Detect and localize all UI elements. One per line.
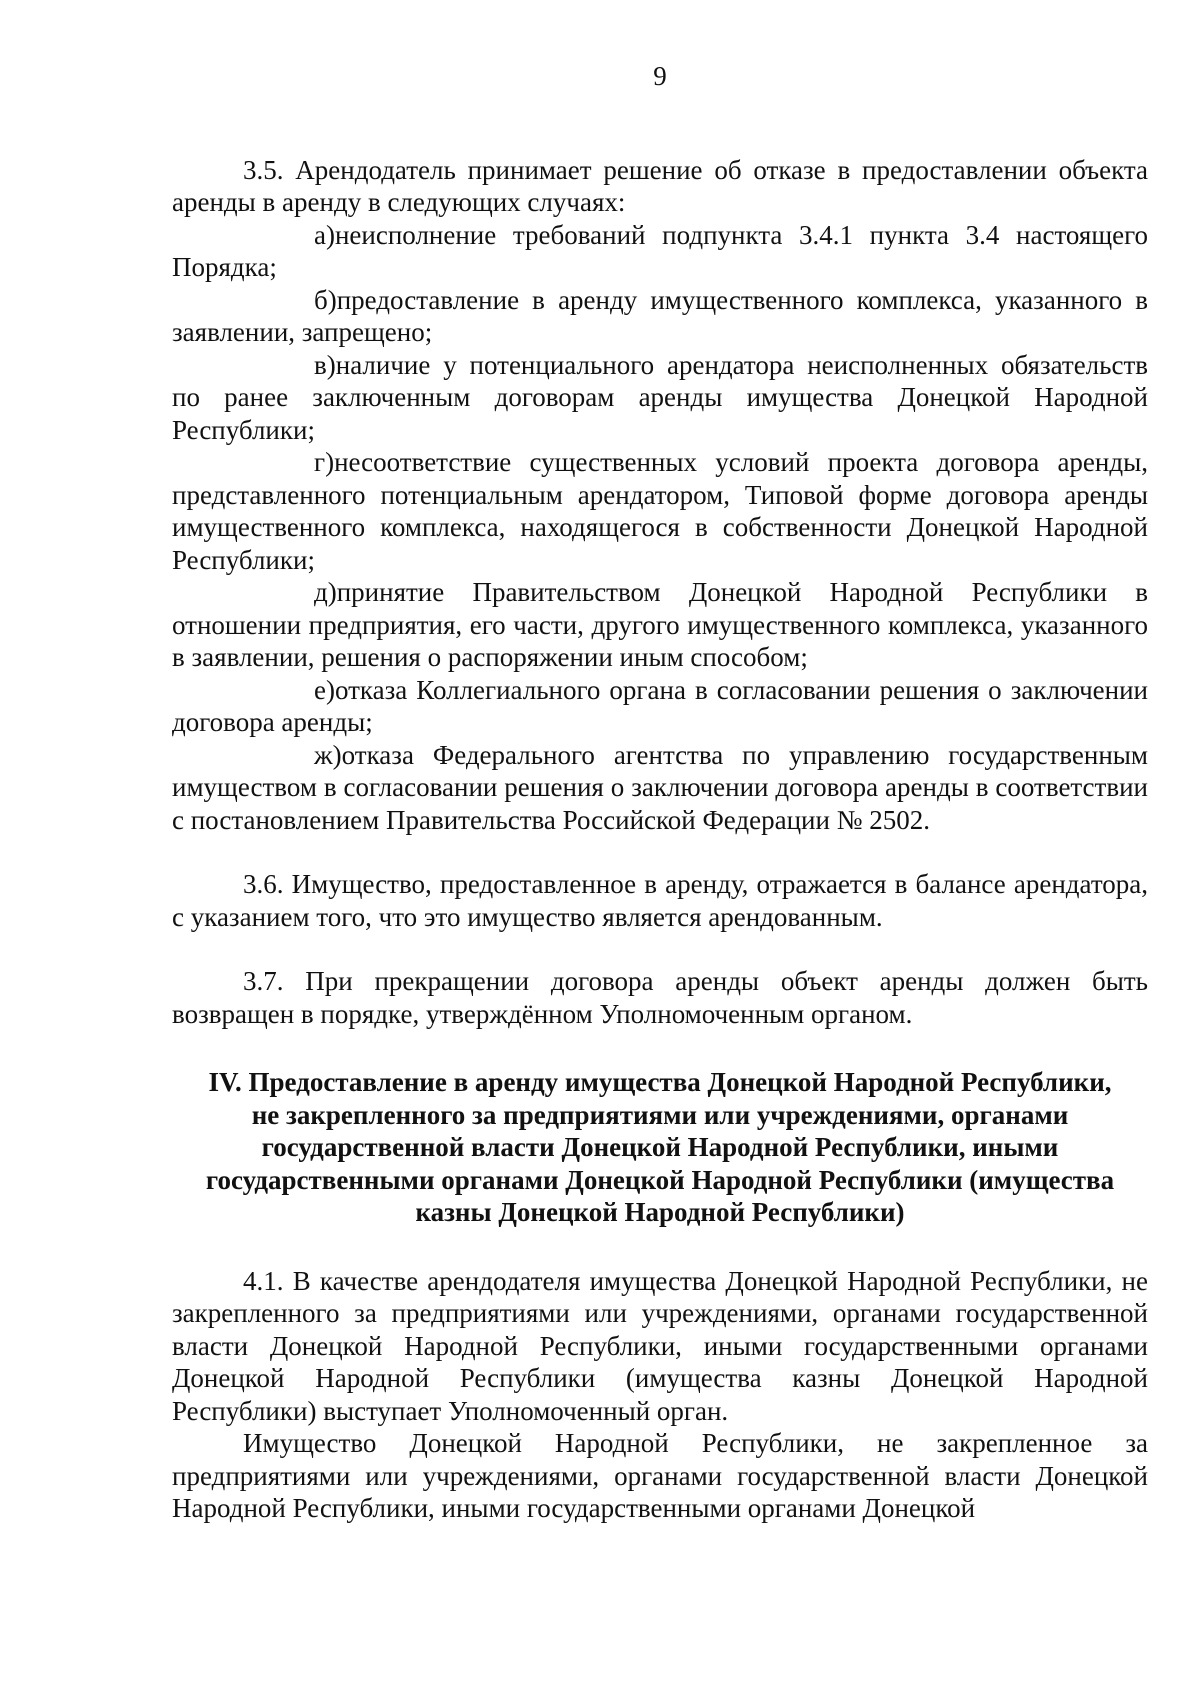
paragraph-spacer (172, 1229, 1148, 1265)
heading-line: государственными органами Донецкой Народной Республики (имущества (205, 1164, 1115, 1195)
paragraph-3-7: 3.7. При прекращении договора аренды объект аренды должен быть возвращен в порядке, утверждённом Уполномоченным органом. (172, 966, 1148, 1029)
list-item (172, 446, 1148, 576)
list-item-label: б) (314, 284, 337, 315)
heading-line: государственной власти Донецкой Народной Республики, иными (261, 1132, 1059, 1162)
list-item (172, 349, 1148, 447)
paragraph-3-5: 3.5. Арендодатель принимает решение об отказе в предоставлении объекта аренды в аренду в следующих случаях: (172, 154, 1148, 217)
list-item-label: г) (314, 447, 335, 477)
list-item-text: отказа Федерального агентства по управлению государственным имуществом в согласовании решения о заключении договора аренды в соответствии с постановлением Правительства Российской Федерации № 2502. (172, 739, 1148, 835)
list-item (172, 576, 1148, 674)
heading-line: казны Донецкой Народной Республики) (415, 1197, 905, 1227)
paragraph-3-6: 3.6. Имущество, предоставленное в аренду, отражается в балансе арендатора, с указанием того, что это имущество является арендованным. (172, 869, 1148, 932)
list-item-text: принятие Правительством Донецкой Народной Республики в отношении предприятия, его части, другого имущественного комплекса, указанного в заявлении, решения о распоряжении иным способом; (172, 577, 1148, 672)
section-4-heading (172, 1066, 1148, 1229)
list-item (172, 284, 1148, 349)
heading-line: не закрепленного за предприятиями или учреждениями, органами (251, 1099, 1069, 1130)
heading-line: IV. Предоставление в аренду имущества Донецкой Народной Республики, (208, 1067, 1112, 1097)
list-item-text: отказа Коллегиального органа в согласовании решения о заключении договора аренды; (172, 674, 1148, 737)
page-number: 9 (653, 61, 667, 91)
list-item-label: а) (314, 219, 335, 250)
paragraph-spacer (172, 1030, 1148, 1066)
list-item-label: в) (314, 349, 336, 380)
list-item-text: несоответствие существенных условий проекта договора аренды, представленного потенциальным арендатором, Типовой форме договора аренды имущественного комплекса, находящегося в собственности Донецкой Народной Республики; (172, 447, 1148, 575)
list-item-text: наличие у потенциального арендатора неисполненных обязательств по ранее заключенным договорам аренды имущества Донецкой Народной Республики; (172, 349, 1148, 445)
list-item (172, 739, 1148, 837)
paragraph-4-1: 4.1. В качестве арендодателя имущества Донецкой Народной Республики, не закрепленного за предприятиями или учреждениями, органами государственной власти Донецкой Народной Республики, иными государственными органами Донецкой Народной Республики (имущества казны Донецкой Народной Республики) выступает Уполномоченный орган. (172, 1265, 1148, 1426)
paragraph-spacer (172, 933, 1148, 965)
list-item-label: д) (314, 577, 337, 607)
list-item-label: ж) (314, 739, 342, 770)
paragraph-spacer (172, 836, 1148, 868)
paragraph-4-1-continued: Имущество Донецкой Народной Республики, не закрепленное за предприятиями или учреждениями, органами государственной власти Донецкой Народной Республики, иными государственными органами Донецкой (172, 1428, 1148, 1523)
list-item-text: неисполнение требований подпункта 3.4.1 пункта 3.4 настоящего Порядка; (172, 219, 1148, 282)
list-item-text: предоставление в аренду имущественного комплекса, указанного в заявлении, запрещено; (172, 284, 1148, 347)
list-item (172, 674, 1148, 739)
document-page (172, 60, 1148, 1525)
list-item-label: е) (314, 674, 335, 705)
list-item (172, 219, 1148, 284)
